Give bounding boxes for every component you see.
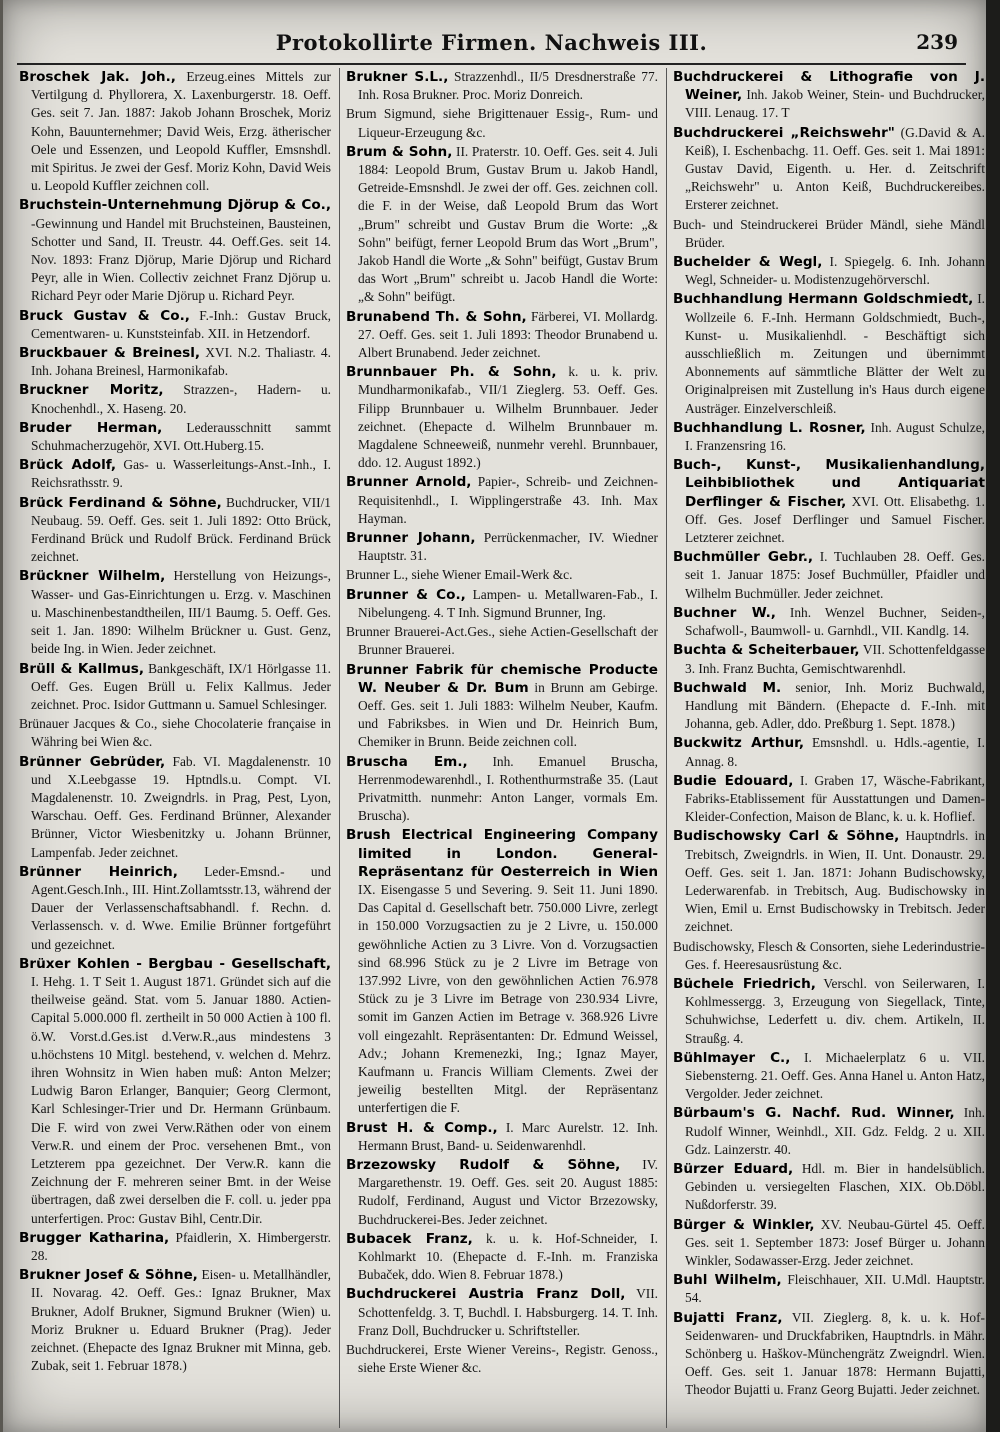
directory-entry [673, 938, 985, 974]
entry-text: Leder-Emsnd.- und Agent.Gesch.Inh., III. Hint.Zollamtsstr.13, während der Dauer der Verlassenschaftsabhandl. f. Rechn. d. Verlassensch. v. d. Wwe. Emilie Brünner fortgeführt und gezeichnet. [31, 863, 331, 952]
column-right [666, 68, 985, 1428]
entry-text: Hdl. m. Bier in handelsüblich. Gebinden u. versiegelten Flaschen, XIX. Ob.Döbl. Nußdorferstr. 39. [685, 1160, 985, 1213]
directory-entry [19, 1266, 331, 1375]
firm-name: Bruckbauer & Breinesl, [19, 345, 201, 362]
entry-text: Pfaidlerin, X. Himbergerstr. 28. [31, 1229, 331, 1263]
directory-entry [346, 473, 658, 528]
entry-text: I. Hehg. 1. T Seit 1. August 1871. Gründet sich auf die theilweise geänd. Stat. vom 5. Januar 1880. Actien-Capital 5.000.000 fl. zertheilt in 50 000 Actien à 100 fl. ö.W. Vorst.d.Ges.ist d.Verw.R.,aus mindestens 3 u.höchstens 10 Mitgl. bestehend, v. welchen d. Mehrz. ihren Wohnsitz in Wien haben muß: Anton Melzer; Ludwig Baron Erlanger, Banquier; Georg Clermont, Karl Schlesinger-Trier und Dr. Hermann Grünbaum. Die F. wird von zwei Verw.Räthen oder von einem Verw.R. und einem der Proc. versehenen Bmt., von Letzterem ppa gezeichnet. Der Verw.R. kann die Zeichnung der F. mehreren seiner Bmt. in der Weise übertragen, daß zwei derselben die F. coll. u. jeder ppa unterfertigen. Proc: Gustav Bihl, Centr.Dir. [31, 973, 331, 1226]
entry-text: II. Praterstr. 10. Oeff. Ges. seit 4. Juli 1884: Leopold Brum, Gustav Brum u. Jakob Handl, Getreide-Emsnshdl. Je zwei der off. Ges. zeichnen coll. die F. in der Weise, daß Leopold Brum das Wort „Brum" schreibt und Gustav Brum die Worte: „& Sohn" beifügt, ferner Leopold Brum das Wort „Brum", Jakob Handl die Worte „& Sohn" beifügt, Gustav Brum das Wort „Brum" schreibt u. Jacob Handl die Worte: „& Sohn" beifügt. [358, 143, 658, 305]
entry-text: IV. Margarethenstr. 19. Oeff. Ges. seit 20. August 1885: Rudolf, Ferdinand, August und Victor Brzezowsky, Buchdruckerei-Bes. Jeder zeichnet. [358, 1156, 658, 1227]
directory-entry [19, 1229, 331, 1265]
entry-text: k. u. k. Hof-Schneider, I. Kohlmarkt 10. (Ehepacte d. F.-Inh. m. Franziska Bubaček, ddo. Wien 8. Februar 1878.) [358, 1230, 658, 1283]
header-rule [17, 63, 966, 65]
firm-name: Bürbaum's G. Nachf. Rud. Winner, [673, 1105, 955, 1122]
firm-name: Brum & Sohn, [346, 143, 453, 160]
directory-entry [346, 1156, 658, 1229]
directory-entry [346, 1341, 658, 1377]
firm-name: Buchner W., [673, 604, 776, 621]
directory-entry [346, 826, 658, 1117]
firm-name: Brukner S.L., [346, 69, 449, 85]
firm-name: Brünner Heinrich, [19, 863, 178, 880]
firm-name: Brück Adolf, [19, 457, 117, 474]
firm-name: Bujatti Franz, [673, 1309, 783, 1326]
directory-entry [673, 1160, 985, 1215]
directory-entry [673, 1104, 985, 1159]
firm-name: Brunabend Th. & Sohn, [346, 308, 527, 325]
directory-entry [346, 1119, 658, 1155]
entry-text: I. Graben 17, Wäsche-Fabrikant, Fabriks-Etablissement für Ausstattungen und Damen-Kleider-Confection, Maison de Blanc, k. u. k. Hoflief. [685, 772, 985, 825]
firm-name: Buchdruckerei „Reichswehr" [673, 124, 895, 141]
entry-text: Erzeug.eines Mittels zur Vertilgung d. Phyllorera, X. Laxenburgerstr. 18. Oeff. Ges. seit 7. Jan. 1887: Jakob Johann Broschek, Moriz Kohn, Bauunternehmer; David Weis, Erzg. ätherischer Oele und Essenzen, und Leopold Kuffler, Emsnshdl. mit Spiritus. Je zwei der Gesf. Moriz Kohn, David Weis u. Leopold Kuffler zeichnen coll. [31, 69, 331, 194]
page-number: 239 [916, 30, 958, 54]
entry-text: VII. Schottenfeldgasse 3. Inh. Franz Buchta, Gemischtwarenhdl. [685, 642, 985, 676]
directory-entry [346, 1285, 658, 1340]
directory-entry [673, 216, 985, 252]
firm-name: Budischowsky Carl & Söhne, [673, 828, 900, 845]
firm-name: Broschek Jak. Joh., [19, 69, 176, 85]
entry-text: Inh. Rudolf Winner, Weinhdl., XII. Gdz. Feldg. 2 u. XII. Gdz. Lainzerstr. 40. [685, 1105, 985, 1157]
directory-entry [19, 955, 331, 1228]
directory-entry [673, 827, 985, 936]
entry-text: I. Tuchlauben 28. Oeff. Ges. seit 1. Januar 1875: Josef Buchmüller, Pfaidler und Wilhelm Buchmüller. Jeder zeichnet. [685, 549, 985, 601]
firm-name: Buchta & Scheiterbauer, [673, 642, 860, 659]
page-title: Protokollirte Firmen. Nachweis III. [275, 30, 708, 55]
entry-text: Buch- und Steindruckerei Brüder Mändl, siehe Mändl Brüder. [673, 216, 985, 250]
firm-name: Buhl Wilhelm, [673, 1272, 782, 1289]
directory-entry [346, 68, 658, 104]
firm-name: Brugger Katharina, [19, 1229, 170, 1246]
directory-entry [673, 548, 985, 603]
directory-entry [19, 715, 331, 751]
directory-entry [19, 660, 331, 715]
directory-entry [19, 863, 331, 954]
entry-text: Brünauer Jacques & Co., siehe Chocolaterie française in Währing bei Wien &c. [19, 716, 331, 750]
directory-entry [673, 456, 985, 547]
firm-name: Buchhandlung L. Rosner, [673, 419, 866, 436]
firm-name: Brüll & Kallmus, [19, 660, 145, 677]
directory-entry [673, 1271, 985, 1307]
firm-name: Brunner Fabrik für chemische Producte W. Neuber & Dr. Bum [346, 661, 658, 696]
entry-text: Eisen- u. Metallhändler, II. Novarag. 42. Oeff. Ges.: Ignaz Brukner, Max Brukner, Adolf Brukner, Sigmund Brukner (Wien) u. Moriz Brukner u. Eduard Brukner (Prag). Jeder zeichnet. (Ehepacte des Ignaz Brukner mit Minna, geb. Zubak, seit 1. Februar 1878.) [31, 1267, 331, 1374]
entry-text: -Gewinnung und Handel mit Bruchsteinen, Bausteinen, Schotter und Sand, II. Treustr. 44. Oeff.Ges. seit 14. Nov. 1893: Franz Djörup, Marie Djörup und Richard Peyr, alle in Wien. Collectiv zeichnet Franz Djörup u. Richard Peyr oder Marie Djörup u. Richard Peyr. [31, 215, 331, 304]
entry-text: Gas- u. Wasserleitungs-Anst.-Inh., I. Reichsrathsstr. 9. [31, 457, 331, 491]
firm-name: Brückner Wilhelm, [19, 568, 166, 585]
firm-name: Bruchstein-Unternehmung Djörup & Co., [19, 197, 331, 214]
directory-entry [673, 975, 985, 1048]
column-left [19, 68, 331, 1428]
firm-name: Bürzer Eduard, [673, 1160, 794, 1177]
entry-text: Strazzen-, Hadern- u. Knochenhdl., X. Haseng. 20. [31, 382, 331, 416]
directory-entry [19, 381, 331, 417]
entry-text: VII. Zieglerg. 8, k. u. k. Hof-Seidenwaren- und Druckfabriken, Hauptndrls. in Mähr. Schönberg u. Haškov-Münchengrätz Zweigndrl. Wien. Oeff. Ges. seit 1. Januar 1878: Hermann Bujatti, Theodor Bujatti u. Franz Georg Bujatti. Jeder zeichnet. [685, 1309, 985, 1398]
directory-entry [673, 772, 985, 827]
directory-entry [673, 734, 985, 770]
directory-entry [346, 661, 658, 752]
firm-name: Bruck Gustav & Co., [19, 307, 190, 324]
directory-entry [673, 1049, 985, 1104]
directory-entry [19, 68, 331, 195]
firm-name: Brunnbauer Ph. & Sohn, [346, 364, 557, 381]
firm-name: Büchele Friedrich, [673, 975, 816, 992]
directory-entry [19, 419, 331, 455]
directory-entry [673, 1216, 985, 1271]
entry-text: Inh. Jakob Weiner, Stein- und Buchdrucker, VIII. Lenaug. 17. T [685, 87, 985, 121]
firm-name: Brukner Josef & Söhne, [19, 1267, 198, 1284]
entry-text: Budischowsky, Flesch & Consorten, siehe Lederindustrie-Ges. f. Heeresausrüstung &c. [673, 938, 985, 972]
entry-text: F.-Inh.: Gustav Bruck, Cementwaren- u. Kunststeinfab. XII. in Hetzendorf. [31, 307, 331, 341]
directory-entry [673, 68, 985, 123]
firm-name: Buchdruckerei Austria Franz Doll, [346, 1286, 626, 1303]
entry-text: VII. Schottenfeldg. 3. T, Buchdl. I. Habsburgerg. 14. T. Inh. Franz Doll, Buchdrucker u. Schriftsteller. [358, 1286, 658, 1338]
entry-text: Brunner Brauerei-Act.Ges., siehe Actien-Gesellschaft der Brunner Brauerei. [346, 624, 658, 658]
firm-name: Buchdruckerei & Lithografie von J. Weiner, [673, 69, 985, 104]
directory-entry [346, 753, 658, 826]
firm-name: Bubacek Franz, [346, 1230, 473, 1247]
firm-name: Brück Ferdinand & Söhne, [19, 494, 222, 511]
firm-name: Buchelder & Wegl, [673, 254, 823, 271]
firm-name: Brust H. & Comp., [346, 1119, 498, 1136]
firm-name: Budie Edouard, [673, 772, 794, 789]
directory-entry [19, 456, 331, 492]
entry-text: Strazzenhdl., II/5 Dresdnerstraße 77. Inh. Rosa Brukner. Proc. Moriz Donreich. [358, 69, 658, 103]
entry-text: IX. Eisengasse 5 und Severing. 9. Seit 11. Juni 1890. Das Capital d. Gesellschaft betr. 750.000 Livre, zerlegt in 150.000 Vorzugsactien zu je 2 Livre, u. 150.000 gewöhnliche Actien zu 3 Livre. Von d. Vorzugsactien sind 68.996 Stück zu je 2 Livre im Betrage von 137.992 Livre, von den gewöhnlichen Actien 76.978 Stück zu je 3 Livre im Betrage von 230.934 Livre, somit im Ganzen Actien im Betrage v. 368.926 Livre voll eingezahlt. Repräsentanten: Dr. Edmund Weissel, Adv.; Johann Kremenezki, Ing.; Ignaz Mayer, Kaufmann u. Francis William Clements. Zwei der jeweilig bestellten Mitgl. der Repräsentanz unterfertigen die F. [358, 881, 658, 1116]
column-middle [339, 68, 658, 1428]
firm-name: Buchwald M. [673, 679, 782, 696]
entry-text: Inh. Emanuel Bruscha, Herrenmodewarenhdl., I. Rothenthurmstraße 35. (Laut Privatmitth. nunmehr: Anton Langer, vormals Em. Bruscha). [358, 753, 658, 824]
directory-entry [346, 308, 658, 363]
page-header [17, 30, 966, 62]
firm-name: Brunner Johann, [346, 530, 476, 547]
entry-text: Hauptndrls. in Trebitsch, Zweigndrls. in Wien, II. Unt. Donaustr. 29. Oeff. Ges. seit 1. Jan. 1871: Johann Budischowsky, Lederwarenfab. in Trebitsch, Aug. Budischowsky in Wien, Emil u. Ernst Budischowsky in Trebitsch. Jeder zeichnet. [685, 828, 985, 935]
entry-text: XV. Neubau-Gürtel 45. Oeff. Ges. seit 1. September 1873: Josef Bürger u. Johann Winkler, Sodawasser-Erzg. Jeder zeichnet. [685, 1216, 985, 1268]
directory-entry [346, 566, 658, 584]
entry-text: in Brunn am Gebirge. Oeff. Ges. seit 1. Juli 1883: Wilhelm Neuber, Kaufm. und Fabriksbes. in Wien und Dr. Heinrich Bum, Chemiker in Brunn. Beide zeichnen coll. [358, 679, 658, 750]
firm-name: Brüxer Kohlen - Bergbau - Gesellschaft, [19, 955, 331, 972]
directory-entry [346, 363, 658, 472]
directory-entry [19, 567, 331, 658]
entry-text: Färberei, VI. Mollardg. 27. Oeff. Ges. seit 1. Juli 1893: Theodor Brunabend u. Albert Brunabend. Jeder zeichnet. [358, 308, 658, 361]
firm-name: Buckwitz Arthur, [673, 735, 805, 752]
entry-text: I. Michaelerplatz 6 u. VII. Siebensterng. 21. Oeff. Ges. Anna Hanel u. Anton Hatz, Vergolder. Jeder zeichnet. [685, 1049, 985, 1102]
directory-entry [346, 623, 658, 659]
entry-text: Lampen- u. Metallwaren-Fab., I. Nibelungeng. 4. T Inh. Sigmund Brunner, Ing. [358, 586, 658, 620]
entry-text: I. Spiegelg. 6. Inh. Johann Wegl, Schneider- u. Modistenzugehörverschl. [685, 254, 985, 288]
directory-entry [346, 529, 658, 565]
entry-text: Buchdrucker, VII/1 Neubaug. 59. Oeff. Ges. seit 1. Juli 1892: Otto Brück, Ferdinand Brück und Rudolf Brück. Ferdinand Brück zeichnet. [31, 494, 331, 565]
firm-name: Brunner & Co., [346, 586, 466, 603]
entry-text: Papier-, Schreib- und Zeichnen-Requisitenhdl., I. Wipplingerstraße 43. Inh. Max Hayman. [358, 474, 658, 526]
entry-text: Bankgeschäft, IX/1 Hörlgasse 11. Oeff. Ges. Eugen Brüll u. Felix Kallmus. Jeder zeichnet. Proc. Isidor Guttmann u. Samuel Schlesinger. [31, 660, 331, 712]
directory-entry [346, 143, 658, 307]
firm-name: Brzezowsky Rudolf & Söhne, [346, 1156, 621, 1173]
firm-name: Brunner Arnold, [346, 474, 472, 491]
entry-text: Inh. Wenzel Buchner, Seiden-, Schafwoll-, Baumwoll- u. Garnhdl., VII. Kandlg. 14. [685, 604, 985, 639]
directory-entry [19, 344, 331, 380]
firm-name: Bruckner Moritz, [19, 382, 164, 399]
directory-entry [673, 419, 985, 455]
entry-text: Fleischhauer, XII. U.Mdl. Hauptstr. 54. [685, 1272, 985, 1306]
entry-text: senior, Inh. Moriz Buchwald, Handlung mit Bändern. (Ehepacte d. F.-Inh. mit Johanna, geb. Adler, ddo. Preßburg 1. Sept. 1878.) [685, 679, 985, 732]
entry-text: I. Wollzeile 6. F.-Inh. Hermann Goldschmiedt, Buch-, Kunst- u. Musikalienhdl. - Beschäftigt sich ausschließlich m. Zeitungen und übernimmt Abonnements auf sämmtliche Blätter der Welt zu Originalpreisen mit Zustellung in's Haus durch eigene Austräger. Einzelverschleiß. [685, 291, 985, 416]
firm-name: Buchmüller Gebr., [673, 549, 814, 566]
directory-entry [19, 753, 331, 862]
entry-text: I. Marc Aurelstr. 12. Inh. Hermann Brust, Band- u. Seidenwarenhdl. [358, 1119, 658, 1153]
entry-text: Brunner L., siehe Wiener Email-Werk &c. [346, 567, 573, 583]
firm-name: Bürger & Winkler, [673, 1216, 815, 1233]
entry-text: Emsnshdl. u. Hdls.-agentie, I. Annag. 8. [685, 735, 985, 769]
directory-entry [19, 494, 331, 567]
directory-entry [19, 196, 331, 305]
entry-text: Herstellung von Heizungs-, Wasser- und Gas-Einrichtungen u. Erzg. v. Maschinen u. Maschinenbestandtheilen, III/1 Baumg. 5. Oeff. Ges. seit 1. Jan. 1890: Wilhelm Brückner u. Gust. Genz, beide Ing. in Wien. Jeder zeichnet. [31, 568, 331, 657]
firm-name: Bruder Herman, [19, 419, 163, 436]
entry-text: Brum Sigmund, siehe Brigittenauer Essig-, Rum- und Liqueur-Erzeugung &c. [346, 106, 658, 140]
entry-text: (G.David & A. Keiß), I. Eschenbachg. 11. Oeff. Ges. seit 1. Mai 1891: Gustav David, Eigenth. u. Her. d. Zeitschrift „Reichswehr" u. Anton Keiß, Buchdruckereibes. Ersterer zeichnet. [685, 124, 985, 213]
directory-entry [346, 105, 658, 141]
entry-text: XVI. N.2. Thaliastr. 4. Inh. Johana Breinesl, Harmonikafab. [31, 345, 331, 379]
entry-text: Verschl. von Seilerwaren, I. Kohlmessergg. 3, Erzeugung von Siegellack, Tinte, Schuhwichse, Lederfett u. div. chem. Artikeln, II. Straußg. 4. [685, 975, 985, 1046]
entry-text: Lederausschnitt sammt Schuhmacherzugehör, XVI. Ott.Huberg.15. [31, 419, 331, 454]
firm-name: Bühlmayer C., [673, 1049, 791, 1066]
firm-name: Buchhandlung Hermann Goldschmiedt, [673, 291, 974, 308]
directory-entry [673, 1309, 985, 1400]
directory-entry [673, 641, 985, 677]
directory-entry [673, 124, 985, 215]
columns-container [19, 68, 985, 1428]
firm-name: Brush Electrical Engineering Company limited in London. General-Repräsentanz für Oesterreich in Wien [346, 827, 658, 880]
entry-text: Buchdruckerei, Erste Wiener Vereins-, Registr. Genoss., siehe Erste Wiener &c. [346, 1342, 658, 1376]
entry-text: k. u. k. priv. Mundharmonikafab., VII/1 Zieglerg. 53. Oeff. Ges. Filipp Brunnbauer u. Wilhelm Brunnbauer. Jeder zeichnet. (Ehepacte d. Wilhelm Brunnbauer m. Magdalene Schneeweiß, nunmehr verehl. Brunnbauer, ddo. 12. August 1892.) [358, 364, 658, 471]
directory-entry [346, 1230, 658, 1285]
firm-name: Bruscha Em., [346, 753, 468, 770]
directory-entry [673, 679, 985, 734]
entry-text: Perrückenmacher, IV. Wiedner Hauptstr. 31. [358, 530, 658, 564]
entry-text: Fab. VI. Magdalenenstr. 10 und X.Leebgasse 19. Hptndls.u. Compt. VI. Magdalenenstr. 10. Zweigndrls. in Prag, Pest, Lyon, Warschau. Oeff. Ges. Ferdinand Brünner, Alexander Brünner, Victor Wiesbenitzky u. Johann Brünner, Lampenfab. Jeder zeichnet. [31, 753, 331, 860]
directory-entry [673, 604, 985, 640]
directory-entry [19, 307, 331, 343]
directory-entry [673, 290, 985, 417]
entry-text: XVI. Ott. Elisabethg. 1. Off. Ges. Josef Derflinger und Samuel Fischer. Letzterer zeichnet. [685, 493, 985, 546]
firm-name: Buch-, Kunst-, Musikalienhandlung, Leihbibliothek und Antiquariat Derflinger & Fischer, [673, 457, 985, 510]
firm-name: Brünner Gebrüder, [19, 753, 166, 770]
entry-text: Inh. August Schulze, I. Franzensring 16. [685, 419, 985, 454]
directory-entry [346, 586, 658, 622]
directory-entry [673, 253, 985, 289]
